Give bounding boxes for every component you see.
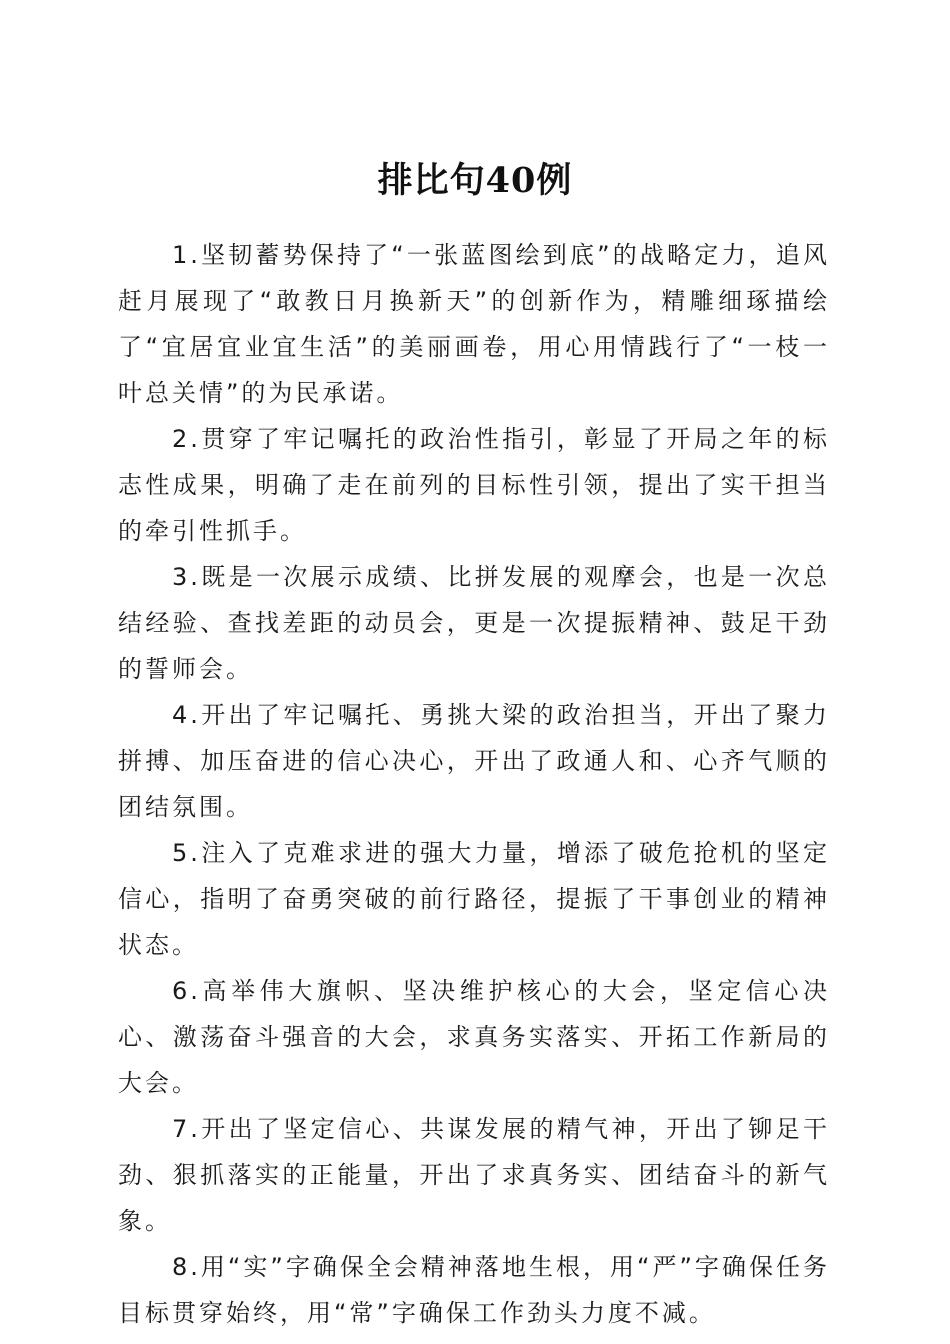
- paragraph-2: 2.贯穿了牢记嘱托的政治性指引，彰显了开局之年的标志性成果，明确了走在前列的目标性引领，提出了实干担当的牵引性抓手。: [118, 425, 830, 545]
- paragraph-7: 7.开出了坚定信心、共谋发展的精气神，开出了铆足干劲、狠抓落实的正能量，开出了求真务实、团结奋斗的新气象。: [118, 1115, 830, 1235]
- paragraph-6: 6.高举伟大旗帜、坚决维护核心的大会，坚定信心决心、激荡奋斗强音的大会，求真务实落实、开拓工作新局的大会。: [118, 977, 830, 1097]
- paragraph-4: 4.开出了牢记嘱托、勇挑大梁的政治担当，开出了聚力拼搏、加压奋进的信心决心，开出了政通人和、心齐气顺的团结氛围。: [118, 701, 830, 821]
- paragraph-3: 3.既是一次展示成绩、比拼发展的观摩会，也是一次总结经验、查找差距的动员会，更是一次提振精神、鼓足干劲的誓师会。: [118, 563, 830, 683]
- paragraph-8: 8.用“实”字确保全会精神落地生根，用“严”字确保任务目标贯穿始终，用“常”字确保工作劲头力度不减。: [118, 1253, 830, 1327]
- paragraph-5: 5.注入了克难求进的强大力量，增添了破危抢机的坚定信心，指明了奋勇突破的前行路径，提振了干事创业的精神状态。: [118, 839, 830, 959]
- document-body: [118, 232, 830, 1336]
- document-title: 排比句40例: [377, 160, 573, 202]
- paragraph-1: 1.坚韧蓄势保持了“一张蓝图绘到底”的战略定力，追风赶月展现了“敢教日月换新天”的创新作为，精雕细琢描绘了“宜居宜业宜生活”的美丽画卷，用心用情践行了“一枝一叶总关情”的为民承诺。: [118, 241, 830, 407]
